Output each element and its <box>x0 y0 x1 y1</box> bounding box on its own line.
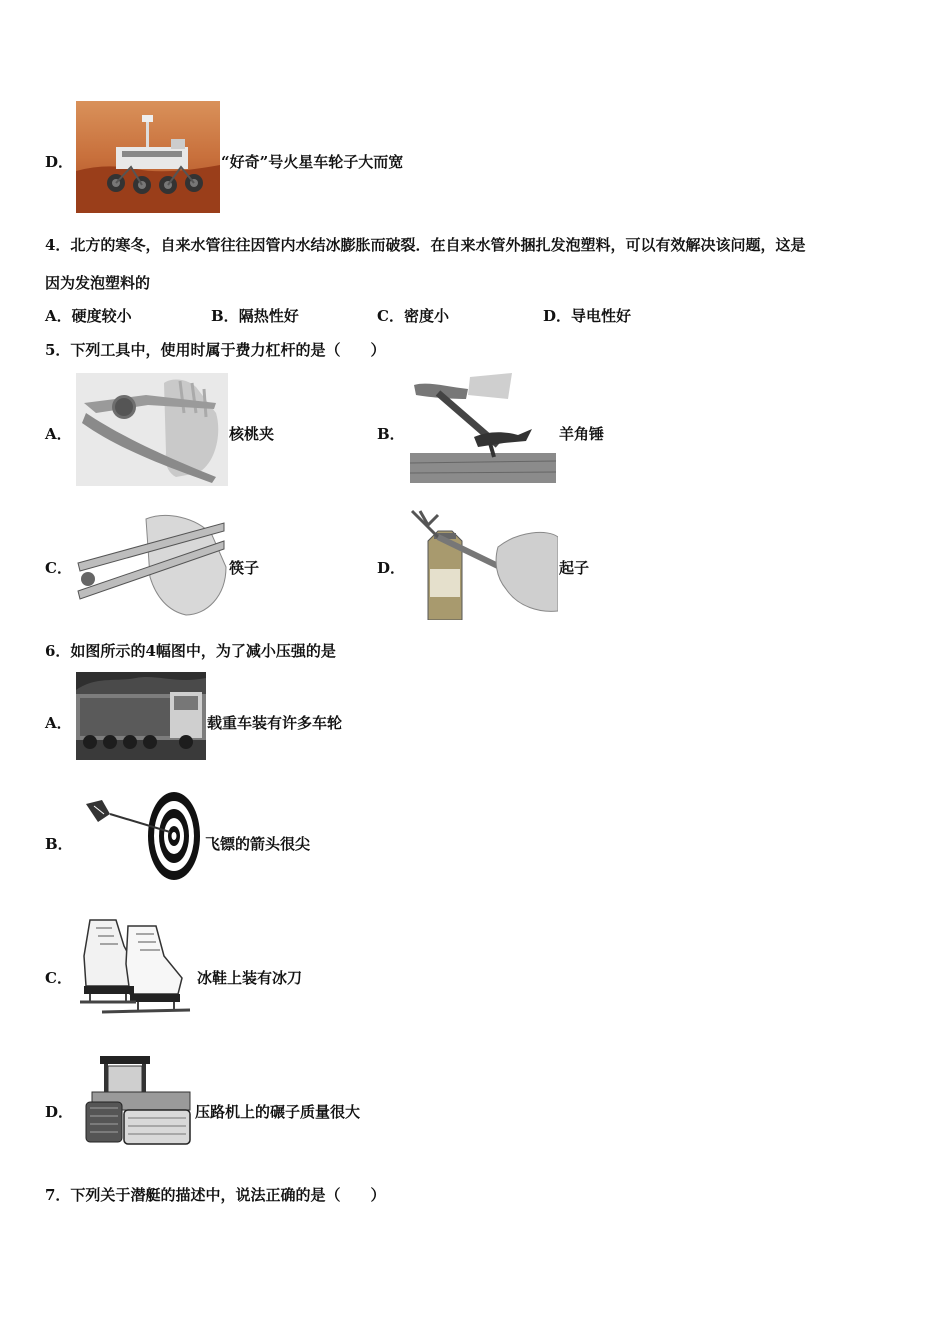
dart-target-image <box>80 786 204 886</box>
q5-stem: 5．下列工具中，使用时属于费力杠杆的是（ ） <box>45 341 386 359</box>
q4-option-c-text: 密度小 <box>403 307 449 325</box>
claw-hammer-image <box>408 373 558 486</box>
q6-option-a-letter: A． <box>45 714 72 732</box>
ice-skates-image <box>76 916 194 1018</box>
q4-option-d-letter: D． <box>543 307 572 325</box>
q4-option-b-text: 隔热性好 <box>238 307 299 325</box>
mars-rover-image <box>76 101 220 213</box>
q4-option-c-letter: C． <box>377 307 404 325</box>
q4-option-b <box>211 306 299 326</box>
q5-option-d-text: 起子 <box>559 559 590 577</box>
q6-option-c-text: 冰鞋上装有冰刀 <box>197 969 303 987</box>
q6-option-a-text: 载重车装有许多车轮 <box>207 714 343 732</box>
q3-option-d-text: “好奇”号火星车轮子大而宽 <box>221 153 404 171</box>
nutcracker-image <box>76 373 228 486</box>
chopsticks-image <box>76 507 228 620</box>
q4-stem <box>45 226 895 302</box>
q6-option-b-text: 飞镖的箭头很尖 <box>205 835 311 853</box>
q6-option-d-letter: D． <box>45 1103 74 1121</box>
q5-option-b-letter: B． <box>377 425 405 443</box>
q4-option-a-text: 硬度较小 <box>71 307 132 325</box>
q7-stem: 7．下列关于潜艇的描述中，说法正确的是（ ） <box>45 1186 386 1204</box>
q6-option-c-letter: C． <box>45 969 72 987</box>
q4-option-d-text: 导电性好 <box>571 307 632 325</box>
q5-option-a-text: 核桃夹 <box>229 425 275 443</box>
road-roller-image <box>82 1052 194 1150</box>
q5-option-c-letter: C． <box>45 559 72 577</box>
q6-option-d-text: 压路机上的碾子质量很大 <box>195 1103 361 1121</box>
q3-option-d-letter: D． <box>45 153 74 171</box>
q4-option-b-letter: B． <box>211 307 239 325</box>
q5-option-b-text: 羊角锤 <box>559 425 605 443</box>
q4-option-a-letter: A． <box>45 307 72 325</box>
q5-option-d-letter: D． <box>377 559 406 577</box>
q4-stem-line-2: 因为发泡塑料的 <box>45 274 151 292</box>
q4-option-c <box>377 306 449 326</box>
q6-option-b-letter: B． <box>45 835 73 853</box>
bottle-opener-image <box>408 507 558 620</box>
q4-option-a <box>45 306 132 326</box>
q4-stem-line-1: 4．北方的寒冬，自来水管往往因管内水结冰膨胀而破裂．在自来水管外捆扎发泡塑料，可以有效解决该问题，这是 <box>45 236 806 254</box>
q6-stem: 6．如图所示的4幅图中，为了减小压强的是 <box>45 642 336 660</box>
truck-image <box>76 672 206 760</box>
q4-option-d <box>543 306 631 326</box>
q5-option-c-text: 筷子 <box>229 559 260 577</box>
q5-option-a-letter: A． <box>45 425 72 443</box>
